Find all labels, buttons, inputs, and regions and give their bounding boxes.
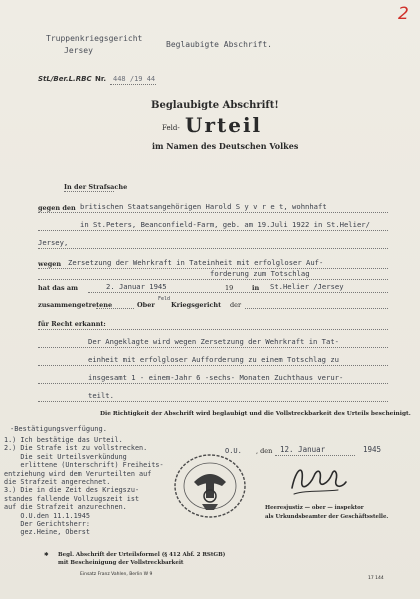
confirmation-line: standes fallende Vollzugszeit ist [4, 494, 140, 503]
wegen-label: wegen [38, 260, 62, 268]
confirmation-heading: -Bestätigungsverfügung. [10, 425, 107, 433]
recht-label: für Recht erkannt: [38, 320, 106, 328]
number-label: Nr. [95, 75, 106, 83]
court-name: Truppenkriegsgericht [46, 34, 143, 43]
confirmation-line: Die seit Urteilsverkündung [4, 452, 127, 461]
year-prefix: 19 [225, 284, 234, 292]
date-den-label: , den [256, 447, 273, 455]
verdict-line-2: einheit mit erfolgloser Aufforderung zu einem Totschlag zu [88, 355, 339, 364]
form-line-1: Begl. Abschrift der Urteilsformel (§ 412 Abf. 2 RStGB) [58, 552, 226, 558]
signatory-title: Heeresjustiz — ober — inspektor [265, 505, 364, 511]
defendant-line-2: in St.Peters, Beanconfield-Farm, geb. am 19.Juli 1922 in St.Helier/ [80, 220, 370, 229]
gegen-label: gegen den [38, 204, 76, 212]
form-line-2: mit Bescheinigung der Vollstreckbarkeit [58, 560, 184, 566]
verdict-line-4: teilt. [88, 391, 114, 400]
kriegsgericht-label: Kriegsgericht [171, 301, 222, 309]
defendant-line-3: Jersey, [38, 238, 69, 247]
form-star-icon: ✱ [44, 552, 49, 558]
strafsache-label: In der Strafsache [64, 183, 128, 191]
ober-label: Ober [137, 301, 155, 309]
confirmation-line: auf die Strafzeit anzurechnen. [4, 503, 127, 512]
certified-copy-heading: Beglaubigte Abschrift! [151, 100, 279, 111]
hearing-date: 2. Januar 1945 [106, 282, 167, 291]
hat-label: hat das am [38, 284, 78, 292]
date-year: 1945 [363, 445, 382, 454]
confirmation-line: O.U.den 11.1.1945 [4, 511, 90, 520]
hearing-place: St.Helier /Jersey [270, 282, 344, 291]
handwritten-signature [286, 458, 350, 502]
certification-note: Die Richtigkeit der Abschrift wird beglaubigt und die Vollstreckbarkeit des Urteils bescheinigt. [100, 411, 411, 417]
form-code: 17 144 [368, 576, 384, 581]
confirmation-line: 1.) Ich bestätige das Urteil. [4, 436, 123, 444]
confirmation-line: Der Gerichtsherr: [4, 520, 90, 529]
confirmation-line: gez.Heine, Oberst [4, 528, 90, 537]
feld-superscript: Feld [158, 296, 171, 302]
verdict-line-1: Der Angeklagte wird wegen Zersetzung der Wehrkraft in Tat- [88, 337, 339, 346]
der-label: der [230, 301, 242, 309]
zusammen-label: zusammengetretene [38, 301, 113, 309]
signatory-role: als Urkundsbeamter der Geschäftsstelle. [265, 514, 389, 520]
confirmation-line: entziehung wird dem Verurteilten auf [4, 469, 152, 478]
defendant-line-1: britischen Staatsangehörigen Harold S y v r e t, wohnhaft [80, 202, 327, 211]
confirmation-line: 2.) Die Strafe ist zu vollstrecken. [4, 444, 148, 453]
file-reference: StL/Ber.L.RBC [38, 75, 92, 83]
in-the-name-line: im Namen des Deutschen Volkes [152, 141, 299, 151]
date-place-ou: O.U. [225, 447, 242, 455]
charge-line-1: Zersetzung der Wehrkraft in Tateinheit mit erfolgloser Auf- [68, 258, 324, 267]
urteil-title: Urteil [185, 113, 263, 137]
confirmation-lines [4, 436, 189, 537]
confirmation-line: die Strafzeit angerechnet. [4, 478, 111, 487]
charge-line-2: forderung zum Totschlag [210, 269, 310, 278]
court-location: Jersey [64, 46, 93, 55]
feld-prefix: Feld- [162, 124, 180, 132]
copy-label: Beglaubigte Abschrift. [166, 40, 272, 49]
confirmation-line: erlittene (Unterschrift) Freiheits- [4, 461, 164, 470]
confirmation-line: 3.) Die in die Zeit des Kriegszu- [4, 486, 140, 495]
printer-line: Einsatz Franz Vahlen, Berlin W 9 [80, 572, 153, 577]
number-value: 448 /19 44 [113, 75, 156, 83]
corner-mark: 2 [398, 4, 409, 24]
in-label: in [252, 284, 260, 292]
date-value: 12. Januar [280, 445, 326, 454]
verdict-line-3: insgesamt 1 - einem-Jahr 6 -sechs- Monaten Zuchthaus verur- [88, 373, 344, 382]
official-seal-stamp [172, 452, 248, 520]
